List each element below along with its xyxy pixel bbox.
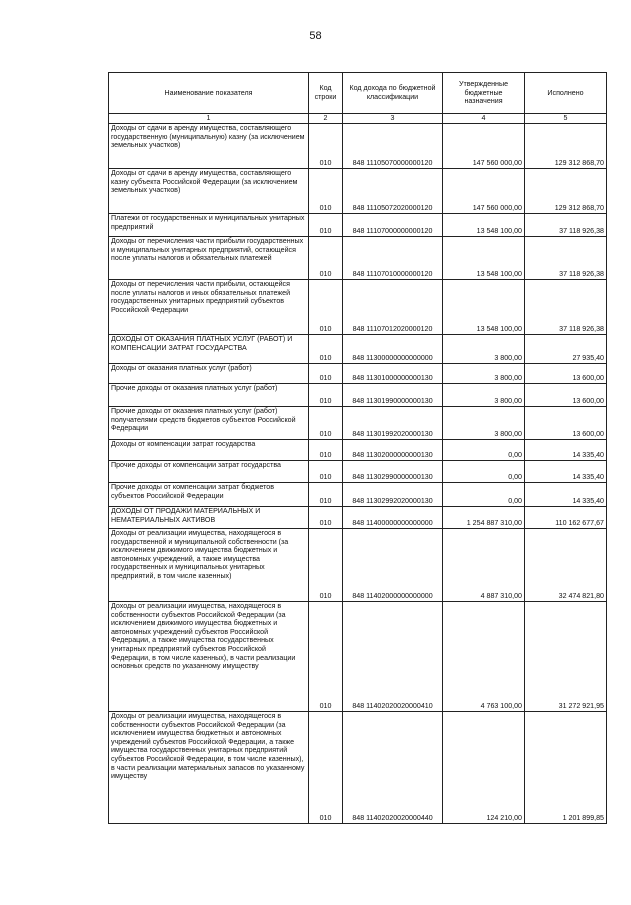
row-approved: 147 560 000,00 [443,124,525,169]
table-row [109,169,607,214]
row-executed: 13 600,00 [525,364,607,384]
row-kbk: 848 11300000000000000 [343,335,443,364]
header-executed: Исполнено [525,73,607,114]
row-executed: 1 201 899,85 [525,712,607,824]
row-approved: 13 548 100,00 [443,237,525,280]
row-approved: 13 548 100,00 [443,280,525,335]
row-executed: 129 312 868,70 [525,124,607,169]
row-kbk: 848 11302990000000130 [343,461,443,483]
row-name: Доходы от реализации имущества, находящегося в собственности субъектов Российской Федерации (за исключением движимого имущества бюджетных и автономных учреждений субъектов Российской Федерации, а также имущества государственных унитарных предприятий субъектов Российской Федерации, в том числе казенных), в части реализации основных средств по указанному имуществу [109,602,309,712]
table-row [109,237,607,280]
header-row [109,73,607,114]
row-name: Доходы от оказания платных услуг (работ) [109,364,309,384]
column-number: 4 [443,114,525,124]
table-row [109,507,607,529]
table-row [109,461,607,483]
row-kbk: 848 11402000000000000 [343,529,443,602]
row-kbk: 848 11107012020000120 [343,280,443,335]
table-row [109,440,607,461]
row-code: 010 [309,214,343,237]
report-table [108,72,607,824]
row-kbk: 848 11107000000000120 [343,214,443,237]
page-number: 58 [309,30,322,42]
row-approved: 3 800,00 [443,364,525,384]
table-row [109,384,607,407]
row-kbk: 848 11302000000000130 [343,440,443,461]
row-approved: 4 763 100,00 [443,602,525,712]
table-row [109,335,607,364]
row-code: 010 [309,384,343,407]
row-approved: 0,00 [443,440,525,461]
row-code: 010 [309,124,343,169]
row-name: Доходы от реализации имущества, находящегося в собственности субъектов Российской Федерации (за исключением имущества бюджетных и автономных учреждений субъектов Российской Федерации, а также имущества государственных унитарных предприятий субъектов Российской Федерации, в том числе казенных), в части реализации материальных запасов по указанному имуществу [109,712,309,824]
row-name: Прочие доходы от оказания платных услуг (работ) [109,384,309,407]
row-name: ДОХОДЫ ОТ ОКАЗАНИЯ ПЛАТНЫХ УСЛУГ (РАБОТ) И КОМПЕНСАЦИИ ЗАТРАТ ГОСУДАРСТВА [109,335,309,364]
row-kbk: 848 11402020020000410 [343,602,443,712]
row-kbk: 848 11105072020000120 [343,169,443,214]
row-code: 010 [309,507,343,529]
table-row [109,483,607,507]
row-approved: 147 560 000,00 [443,169,525,214]
column-number: 3 [343,114,443,124]
table-row [109,712,607,824]
column-number-row [109,114,607,124]
row-executed: 14 335,40 [525,483,607,507]
row-approved: 4 887 310,00 [443,529,525,602]
row-name: Прочие доходы от оказания платных услуг (работ) получателями средств бюджетов субъектов Российской Федерации [109,407,309,440]
row-approved: 13 548 100,00 [443,214,525,237]
row-name: Доходы от перечисления части прибыли государственных и муниципальных унитарных предприятий, остающейся после уплаты налогов и обязательных платежей [109,237,309,280]
table-row [109,214,607,237]
row-name: Доходы от компенсации затрат государства [109,440,309,461]
row-executed: 14 335,40 [525,440,607,461]
row-approved: 1 254 887 310,00 [443,507,525,529]
row-code: 010 [309,440,343,461]
row-code: 010 [309,602,343,712]
row-code: 010 [309,335,343,364]
table-row [109,280,607,335]
column-number: 2 [309,114,343,124]
header-approved: Утвержденные бюджетные назначения [443,73,525,114]
row-approved: 3 800,00 [443,407,525,440]
row-name: Прочие доходы от компенсации затрат бюджетов субъектов Российской Федерации [109,483,309,507]
table-row [109,529,607,602]
row-kbk: 848 11107010000000120 [343,237,443,280]
table-row [109,364,607,384]
row-code: 010 [309,483,343,507]
column-number: 5 [525,114,607,124]
header-kbk: Код дохода по бюджетной классификации [343,73,443,114]
row-executed: 37 118 926,38 [525,214,607,237]
header-code: Код строки [309,73,343,114]
row-approved: 3 800,00 [443,384,525,407]
row-name: ДОХОДЫ ОТ ПРОДАЖИ МАТЕРИАЛЬНЫХ И НЕМАТЕРИАЛЬНЫХ АКТИВОВ [109,507,309,529]
row-name: Доходы от сдачи в аренду имущества, составляющего государственную (муниципальную) казну (за исключением земельных участков) [109,124,309,169]
table-row [109,124,607,169]
row-code: 010 [309,237,343,280]
row-name: Доходы от сдачи в аренду имущества, составляющего казну субъекта Российской Федерации (за исключением земельных участков) [109,169,309,214]
row-executed: 27 935,40 [525,335,607,364]
row-code: 010 [309,712,343,824]
row-name: Доходы от реализации имущества, находящегося в государственной и муниципальной собственности (за исключением движимого имущества бюджетных и автономных учреждений, а также имущества государственных и муниципальных унитарных предприятий, в том числе казенных) [109,529,309,602]
row-executed: 37 118 926,38 [525,280,607,335]
row-kbk: 848 11402020020000440 [343,712,443,824]
row-code: 010 [309,364,343,384]
row-kbk: 848 11105070000000120 [343,124,443,169]
row-code: 010 [309,280,343,335]
table-row [109,407,607,440]
table-row [109,602,607,712]
row-approved: 0,00 [443,483,525,507]
row-approved: 124 210,00 [443,712,525,824]
row-name: Прочие доходы от компенсации затрат государства [109,461,309,483]
row-executed: 110 162 677,67 [525,507,607,529]
row-kbk: 848 11301990000000130 [343,384,443,407]
row-kbk: 848 11400000000000000 [343,507,443,529]
row-name: Доходы от перечисления части прибыли, остающейся после уплаты налогов и иных обязательных платежей государственных унитарных предприятий субъектов Российской Федерации [109,280,309,335]
row-code: 010 [309,461,343,483]
header-name: Наименование показателя [109,73,309,114]
row-kbk: 848 11301992020000130 [343,407,443,440]
row-kbk: 848 11302992020000130 [343,483,443,507]
row-executed: 32 474 821,80 [525,529,607,602]
row-executed: 129 312 868,70 [525,169,607,214]
row-name: Платежи от государственных и муниципальных унитарных предприятий [109,214,309,237]
column-number: 1 [109,114,309,124]
row-code: 010 [309,169,343,214]
row-kbk: 848 11301000000000130 [343,364,443,384]
row-executed: 14 335,40 [525,461,607,483]
row-executed: 13 600,00 [525,384,607,407]
row-executed: 37 118 926,38 [525,237,607,280]
row-executed: 31 272 921,95 [525,602,607,712]
row-approved: 0,00 [443,461,525,483]
row-code: 010 [309,407,343,440]
row-approved: 3 800,00 [443,335,525,364]
row-code: 010 [309,529,343,602]
row-executed: 13 600,00 [525,407,607,440]
